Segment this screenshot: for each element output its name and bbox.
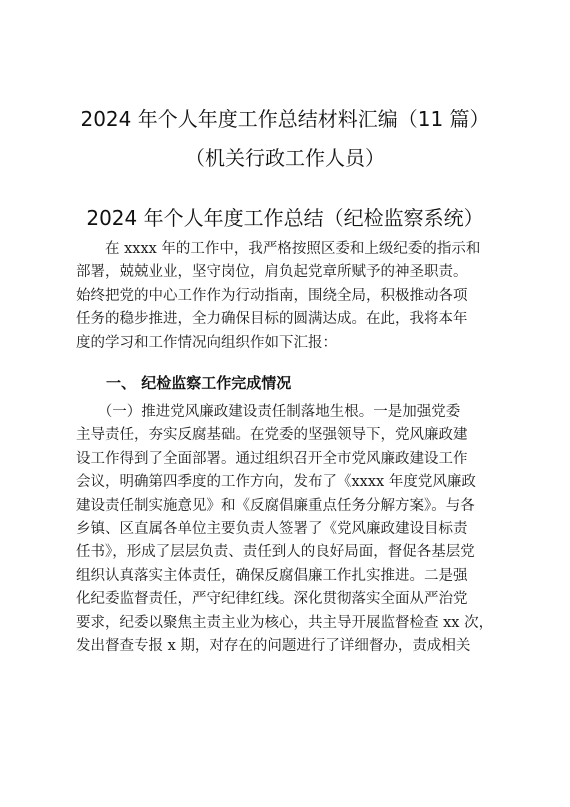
paragraph-line: 组织认真落实主体责任，确保反腐倡廉工作扎实推进。二是强: [76, 567, 468, 584]
paragraph-line: 任书》，形成了层层负责、责任到人的良好局面，督促各基层党: [76, 544, 475, 561]
paragraph-line: 乡镇、区直属各单位主要负责人签署了《党风廉政建设目标责: [76, 520, 468, 537]
paragraph-line: 要求，纪委以聚焦主责主业为核心，共主导开展监督检查 xx 次，: [76, 614, 494, 631]
paragraph-line: 化纪委监督责任，严守纪律红线。深化贯彻落实全面从严治党: [76, 591, 468, 608]
section-heading: 一、 纪检监察工作完成情况: [106, 374, 292, 392]
paragraph-line: 主导责任，夯实反腐基础。在党委的坚强领导下，党风廉政建: [76, 427, 468, 444]
document-title: 2024 年个人年度工作总结材料汇编（11 篇）: [80, 107, 490, 131]
section-title: 2024 年个人年度工作总结（纪检监察系统）: [86, 206, 484, 230]
paragraph-line: 在 xxxx 年的工作中，我严格按照区委和上级纪委的指示和: [76, 241, 481, 257]
paragraph-line: 始终把党的中心工作作为行动指南，围绕全局，积极推动各项: [76, 287, 468, 304]
paragraph-line: 任务的稳步推进，全力确保目标的圆满达成。在此，我将本年: [76, 311, 468, 328]
paragraph-line: 度的学习和工作情况向组织作如下汇报：: [76, 334, 337, 351]
paragraph-line: 设工作得到了全面部署。通过组织召开全市党风廉政建设工作: [76, 450, 468, 467]
document-subtitle: （机关行政工作人员）: [185, 146, 385, 170]
intro-paragraph: [76, 238, 506, 355]
paragraph-line: （一）推进党风廉政建设责任制落地生根。一是加强党委: [76, 404, 461, 420]
body-paragraph: [76, 401, 506, 658]
paragraph-line: 建设责任制实施意见》和《反腐倡廉重点任务分解方案》。与各: [76, 497, 475, 514]
paragraph-line: 部署，兢兢业业，坚守岗位，肩负起党章所赋予的神圣职责。: [76, 264, 468, 281]
paragraph-line: 发出督查专报 x 期，对存在的问题进行了详细督办，责成相关: [76, 637, 471, 654]
paragraph-line: 会议，明确第四季度的工作方向，发布了《xxxx 年度党风廉政: [76, 474, 476, 491]
